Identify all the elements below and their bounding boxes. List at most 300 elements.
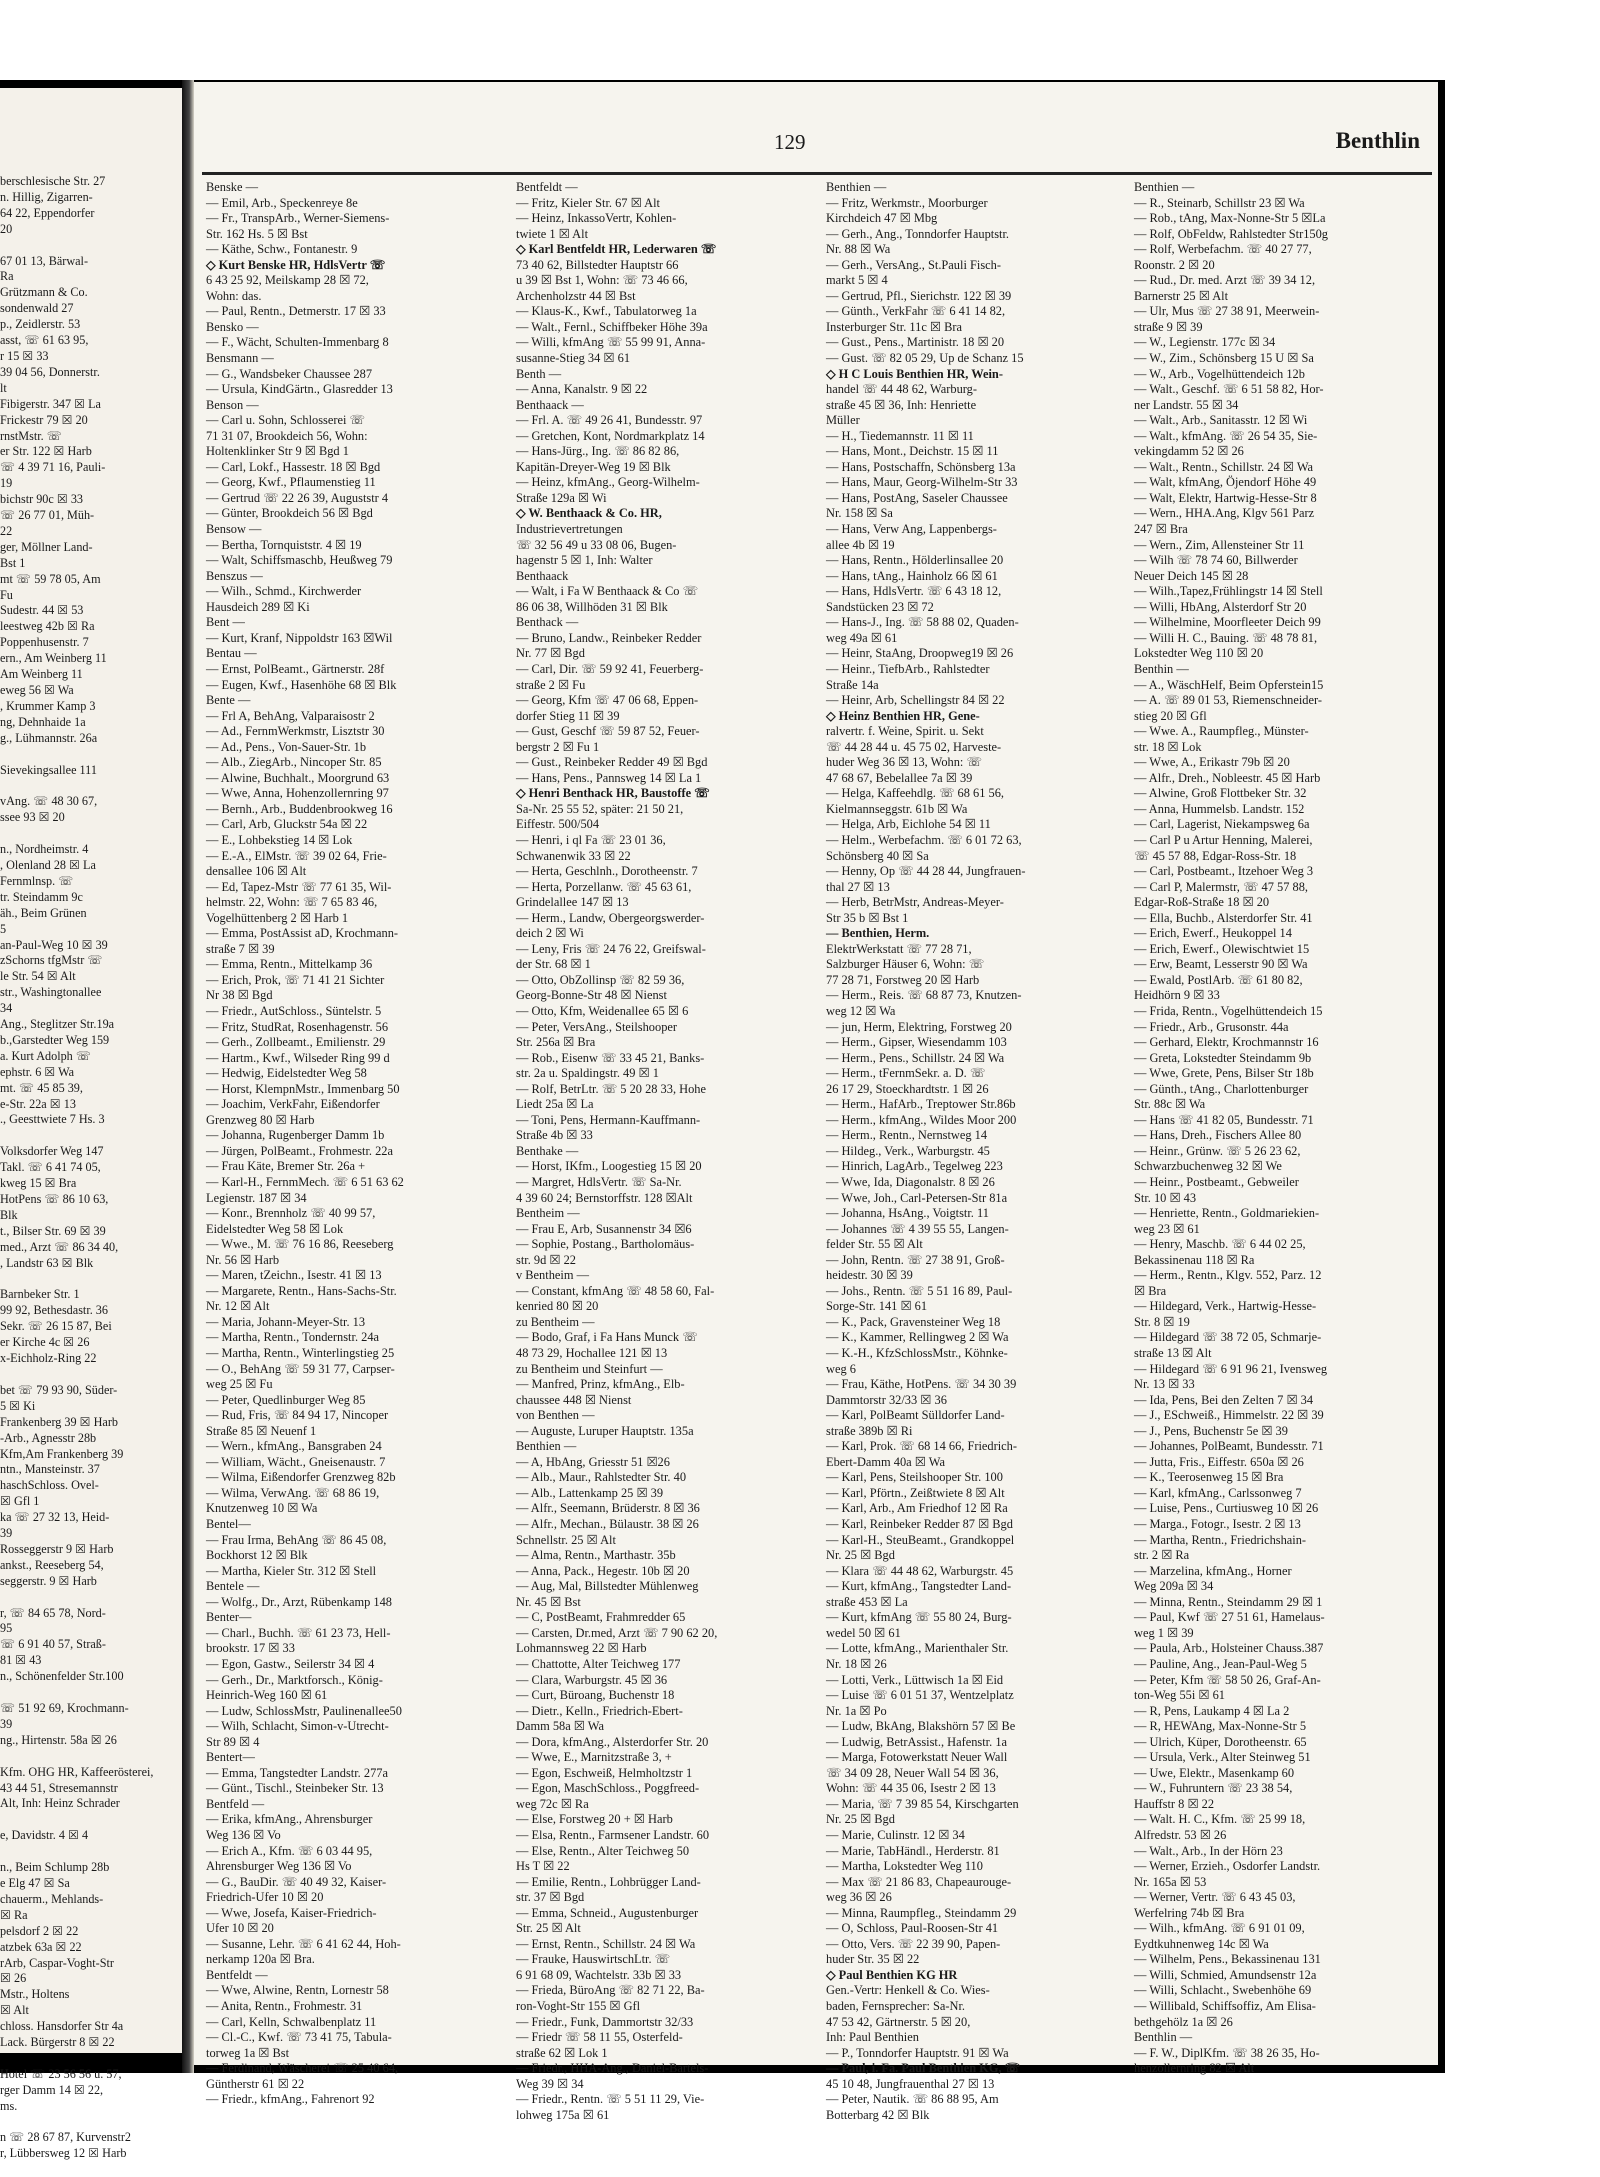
directory-entry-line: 247 ☒ Bra <box>1134 522 1188 537</box>
directory-entry-line: — Eugen, Kwf., Hasenhöhe 68 ☒ Blk <box>206 677 397 692</box>
directory-entry-line: weg 25 ☒ Fu <box>206 1377 273 1392</box>
surname-heading: Bentfeldt — <box>516 180 578 194</box>
left-page-line: 5 <box>0 921 7 936</box>
directory-entry-line: — Wilma, VerwAng. ☏ 68 86 19, <box>206 1485 380 1500</box>
directory-entry-line: — Margarete, Rentn., Hans-Sachs-Str. <box>206 1283 397 1298</box>
directory-entry-line: — Hildegard ☏ 6 91 96 21, Ivensweg <box>1134 1361 1328 1376</box>
left-page-line: Rosseggerstr 9 ☒ Harb <box>0 1541 114 1556</box>
directory-entry-line: — Alfr., Seemann, Brüderstr. 8 ☒ 36 <box>516 1501 700 1516</box>
directory-entry-line: — Alwine, Groß Flottbeker Str. 32 <box>1134 786 1307 801</box>
directory-entry-line: Kirchdeich 47 ☒ Mbg <box>826 211 938 226</box>
directory-entry-line: lohweg 175a ☒ 61 <box>516 2107 610 2122</box>
directory-entry-line: Georg-Bonne-Str 48 ☒ Nienst <box>516 988 667 1003</box>
directory-entry-line: — Herm., HafArb., Treptower Str.86b <box>826 1097 1016 1112</box>
directory-entry-line: — Wilhelmine, Moorfleeter Deich 99 <box>1134 615 1321 630</box>
left-page-line <box>0 1272 182 1288</box>
directory-entry-line: — Cl.-C., Kwf. ☏ 73 41 75, Tabula- <box>206 2030 392 2045</box>
directory-entry-line: — Karl, Reinbeker Redder 87 ☒ Bgd <box>826 1517 1013 1532</box>
directory-entry-line: Weg 209a ☒ 34 <box>1134 1579 1214 1594</box>
directory-entry-line: — Wilh, Schlacht, Simon-v-Utrecht- <box>206 1719 389 1734</box>
directory-entry-line: — Hinrich, LagArb., Tegelweg 223 <box>826 1159 1003 1174</box>
directory-entry-line: — Gerhard, Elektr, Krochmannstr 16 <box>1134 1035 1319 1050</box>
directory-entry-line: str. 2a u. Spaldingstr. 49 ☒ 1 <box>516 1066 659 1081</box>
left-page-line: äh., Beim Grünen <box>0 905 87 920</box>
directory-entry-line: ☏ 44 28 44 u. 45 75 02, Harveste- <box>826 739 1002 754</box>
directory-entry-line: — J., Pens, Buchenstr 5e ☒ 39 <box>1134 1423 1288 1438</box>
directory-entry-line: — Bernh., Arb., Buddenbrookweg 16 <box>206 801 393 816</box>
directory-entry-line: vekingdamm 52 ☒ 26 <box>1134 444 1244 459</box>
directory-entry-line: — Johannes, PolBeamt, Bundesstr. 71 <box>1134 1439 1324 1454</box>
directory-entry-line: — Constant, kfmAng ☏ 48 58 60, Fal- <box>516 1283 715 1298</box>
directory-entry-line: — Alb., Lattenkamp 25 ☒ 39 <box>516 1485 664 1500</box>
directory-entry-line: — W., Zim., Schönsberg 15 U ☒ Sa <box>1134 351 1314 366</box>
directory-entry-line: — F., Wächt, Schulten-Immenbarg 8 <box>206 335 389 350</box>
directory-column-2 <box>516 180 814 2123</box>
directory-entry-line: — Walt, Schiffsmaschb, Heußweg 79 <box>206 553 393 568</box>
left-page-line: ☏ 26 77 01, Müh- <box>0 508 95 523</box>
directory-entry-line: — Ursula, Verk., Alter Steinweg 51 <box>1134 1750 1311 1765</box>
directory-entry-line: — Hildegard ☏ 38 72 05, Schmarje- <box>1134 1330 1322 1345</box>
directory-entry-line: dorfer Stieg 11 ☒ 39 <box>516 708 620 723</box>
directory-entry-line: — Herm., tFernmSekr. a. D. ☏ <box>826 1066 986 1081</box>
directory-entry-line: str. 37 ☒ Bgd <box>516 1890 585 1905</box>
surname-heading: Benter— <box>206 1610 252 1625</box>
directory-entry-line: — Friedr., AutSchloss., Süntelstr. 5 <box>206 1003 382 1018</box>
left-page-line: str., Washingtonallee <box>0 985 102 1000</box>
left-page-line: 43 44 51, Stresemannstr <box>0 1780 118 1795</box>
directory-entry-line: — Willi H. C., Bauing. ☏ 48 78 81, <box>1134 630 1318 645</box>
left-page-line <box>0 1812 182 1828</box>
directory-entry-line: — Minna, Raumpfleg., Steindamm 29 <box>826 1905 1017 1920</box>
directory-entry-line: — Manfred, Prinz, kfmAng., Elb- <box>516 1377 685 1392</box>
directory-entry-line: Weg 39 ☒ 34 <box>516 2076 584 2091</box>
directory-entry-line: — Herm., Rentn., Klgv. 552, Parz. 12 <box>1134 1268 1322 1283</box>
directory-entry-line: — A. ☏ 89 01 53, Riemenschneider- <box>1134 693 1322 708</box>
left-page-line: Kfm,Am Frankenberg 39 <box>0 1446 124 1461</box>
directory-entry-line: 73 40 62, Billstedter Hauptstr 66 <box>516 257 679 272</box>
directory-entry-line: — Friedr., Arb., Grusonstr. 44a <box>1134 1019 1289 1034</box>
directory-entry-line: Grenzweg 80 ☒ Harb <box>206 1112 315 1127</box>
directory-entry-line: — Erich A., Kfm. ☏ 6 03 44 95, <box>206 1843 373 1858</box>
directory-entry-line: — Maria, Johann-Meyer-Str. 13 <box>206 1314 366 1329</box>
left-page-line <box>0 1128 182 1144</box>
directory-entry-line: hagenstr 5 ☒ 1, Inh: Walter <box>516 553 653 568</box>
directory-entry-line: — Hans, Rentn., Hölderlinsallee 20 <box>826 553 1004 568</box>
directory-entry-line: — Fritz, StudRat, Rosenhagenstr. 56 <box>206 1019 389 1034</box>
directory-entry-line: Güntherstr 61 ☒ 22 <box>206 2076 305 2091</box>
directory-entry-line: — Anna, Hummelsb. Landstr. 152 <box>1134 801 1305 816</box>
directory-entry-line: ◇ Paul Benthien KG HR <box>826 1967 958 1982</box>
directory-entry-line: — Dietr., Kelln., Friedrich-Ebert- <box>516 1703 683 1718</box>
directory-entry-line: — Henri, i ql Fa ☏ 23 01 36, <box>516 832 666 847</box>
directory-entry-line: henzollernring 82 ☒ Alt <box>1134 2061 1255 2076</box>
directory-entry-line: — John, Rentn. ☏ 27 38 91, Groß- <box>826 1252 1005 1267</box>
left-page-line: ☏ 6 91 40 57, Straß- <box>0 1637 106 1652</box>
directory-entry-line: Liedt 25a ☒ La <box>516 1097 594 1112</box>
directory-entry-line: — Marzelina, kfmAng., Horner <box>1134 1563 1292 1578</box>
directory-entry-line: straße 45 ☒ 36, Inh: Henriette <box>826 397 977 412</box>
surname-heading: Benthake — <box>516 1143 579 1158</box>
directory-entry-line: — Heinr, StaAng, Droopweg19 ☒ 26 <box>826 646 1014 661</box>
left-page-line <box>0 778 182 794</box>
left-page-line: Sudestr. 44 ☒ 53 <box>0 603 84 618</box>
directory-entry-line: — Kurt, kfmAng ☏ 55 80 24, Burg- <box>826 1610 1012 1625</box>
directory-entry-line: — Peter, Nautik. ☏ 86 88 95, Am <box>826 2092 999 2107</box>
directory-entry-line: chaussee 448 ☒ Nienst <box>516 1392 632 1407</box>
directory-entry-line: torweg 1a ☒ Bst <box>206 2045 290 2060</box>
directory-entry-line: Lokstedter Weg 110 ☒ 20 <box>1134 646 1264 661</box>
directory-entry-line: — Rolf, ObFeldw, Rahlstedter Str150g <box>1134 226 1328 241</box>
directory-entry-line: — Erich, Prok, ☏ 71 41 21 Sichter <box>206 972 385 987</box>
directory-entry-line: — Hans, Postschaffn, Schönsberg 13a <box>826 459 1016 474</box>
directory-entry-line: — jun, Herm, Elektring, Forstweg 20 <box>826 1019 1012 1034</box>
directory-entry-line: — Frau Käte, Bremer Str. 26a + <box>206 1159 366 1174</box>
directory-entry-line: Barnerstr 25 ☒ Alt <box>1134 288 1229 303</box>
directory-entry-line: Schwanenwik 33 ☒ 22 <box>516 848 631 863</box>
directory-entry-line: — Carl, Lokf., Hassestr. 18 ☒ Bgd <box>206 459 381 474</box>
directory-entry-line: — Gertrud, Pfl., Sierichstr. 122 ☒ 39 <box>826 288 1012 303</box>
left-page-line <box>0 1749 182 1765</box>
directory-entry-line: — Martha, Lokstedter Weg 110 <box>826 1859 983 1874</box>
directory-entry-line: — Erich, Ewerf., Heukoppel 14 <box>1134 926 1292 941</box>
directory-entry-line: — Gerh., Zollbeamt., Emilienstr. 29 <box>206 1035 386 1050</box>
directory-entry-line: Nr. 13 ☒ 33 <box>1134 1377 1195 1392</box>
directory-entry-line: — Dora, kfmAng., Alsterdorfer Str. 20 <box>516 1734 709 1749</box>
directory-entry-line: — Gust, Geschf ☏ 59 87 52, Feuer- <box>516 724 700 739</box>
left-page-line: rger Damm 14 ☒ 22, <box>0 2082 104 2097</box>
directory-entry-line: ☏ 34 09 28, Neuer Wall 54 ☒ 36, <box>826 1765 999 1780</box>
surname-heading: Bentfeld — <box>206 1796 265 1811</box>
directory-entry-line: thal 27 ☒ 13 <box>826 879 890 894</box>
directory-entry-line: Ufer 10 ☒ 20 <box>206 1921 274 1936</box>
left-page-line: eweg 56 ☒ Wa <box>0 683 74 697</box>
left-page-line: g., Lühmannstr. 26a <box>0 730 98 745</box>
left-page-line: Volksdorfer Weg 147 <box>0 1144 104 1159</box>
directory-entry-line: — Sophie, Postang., Bartholomäus- <box>516 1237 695 1252</box>
left-page-line: Frankenberg 39 ☒ Harb <box>0 1414 118 1429</box>
surname-heading: Benthin — <box>1134 661 1189 676</box>
left-page-line: e Elg 47 ☒ Sa <box>0 1875 70 1890</box>
directory-entry-line: — Horst, IKfm., Loogestieg 15 ☒ 20 <box>516 1159 702 1174</box>
directory-entry-line: — Jürgen, PolBeamt., Frohmestr. 22a <box>206 1143 393 1158</box>
directory-entry-line: — Gust. ☏ 82 05 29, Up de Schanz 15 <box>826 351 1024 366</box>
directory-entry-line: Müller <box>826 413 860 428</box>
directory-entry-line: Nr. 25 ☒ Bgd <box>826 1812 895 1827</box>
surname-heading: von Benthen — <box>516 1408 595 1423</box>
directory-entry-line: — Chattotte, Alter Teichweg 177 <box>516 1656 681 1671</box>
directory-entry-line: ner Landstr. 55 ☒ 34 <box>1134 397 1239 412</box>
left-page-line <box>0 2115 182 2131</box>
directory-entry-line: huder Weg 36 ☒ 13, Wohn: ☏ <box>826 755 982 770</box>
left-page-line: n., Nordheimstr. 4 <box>0 842 89 857</box>
surname-heading: Benthaack — <box>516 397 584 412</box>
directory-entry-line: huder Str. 35 ☒ 22 <box>826 1952 920 1967</box>
directory-entry-line: — Hans, Pens., Pannsweg 14 ☒ La 1 <box>516 770 702 785</box>
directory-entry-line: ◇ Kurt Benske HR, HdlsVertr ☏ <box>206 257 386 272</box>
directory-entry-line: — Ulrich, Küper, Dorotheenstr. 65 <box>1134 1734 1307 1749</box>
directory-entry-line: — Wilh., Schmd., Kirchwerder <box>206 584 362 599</box>
directory-entry-line: — E.-A., ElMstr. ☏ 39 02 64, Frie- <box>206 848 387 863</box>
directory-entry-line: — Carl P u Artur Henning, Malerei, <box>1134 832 1313 847</box>
directory-entry-line: — Hans, Verw Ang, Lappenbergs- <box>826 522 997 537</box>
surname-heading: zu Bentheim — <box>516 1314 595 1329</box>
directory-entry-line: — Uwe, Elektr., Masenkamp 60 <box>1134 1765 1295 1780</box>
left-page-line: ssee 93 ☒ 20 <box>0 810 65 825</box>
left-page-line: Frickestr 79 ☒ 20 <box>0 412 88 427</box>
left-page-line: Bst 1 <box>0 555 26 570</box>
directory-entry-line: — Ulr, Mus ☏ 27 38 91, Meerwein- <box>1134 304 1320 319</box>
directory-entry-line: — Hans, Dreh., Fischers Allee 80 <box>1134 1128 1302 1143</box>
directory-entry-line: weg 1 ☒ 39 <box>1134 1625 1194 1640</box>
left-page-line: n. Hillig, Zigarren- <box>0 189 93 204</box>
directory-entry-line: weg 23 ☒ 61 <box>1134 1221 1200 1236</box>
left-page-line: Takl. ☏ 6 41 74 05, <box>0 1160 101 1175</box>
directory-entry-line: — Ferdinand, Wäscherei ☏ 25 40 64, <box>206 2061 399 2076</box>
directory-entry-line: — Auguste, Luruper Hauptstr. 135a <box>516 1423 694 1438</box>
directory-entry-line: — G., Wandsbeker Chaussee 287 <box>206 366 373 381</box>
directory-entry-line: — Rud, Fris, ☏ 84 94 17, Nincoper <box>206 1408 389 1423</box>
left-page-line: ms. <box>0 2098 18 2113</box>
directory-entry-line: — Walt., Rentn., Schillstr. 24 ☒ Wa <box>1134 459 1314 474</box>
directory-entry-line: — Minna, Rentn., Steindamm 29 ☒ 1 <box>1134 1594 1323 1609</box>
directory-entry-line: — Wern., HHA.Ang, Klgv 561 Parz <box>1134 506 1315 521</box>
directory-entry-line: weg 12 ☒ Wa <box>826 1003 896 1018</box>
directory-entry-line: Nr. 12 ☒ Alt <box>206 1299 270 1314</box>
left-page-line: , Krummer Kamp 3 <box>0 698 96 713</box>
directory-entry-line: — W., Fuhruntern ☏ 23 38 54, <box>1134 1781 1293 1796</box>
left-page-line <box>0 747 182 763</box>
directory-entry-line: straße 7 ☒ 39 <box>206 941 275 956</box>
book-gutter <box>182 80 194 2073</box>
left-page-line: Blk <box>0 1207 18 1222</box>
directory-entry-line: markt 5 ☒ 4 <box>826 273 888 288</box>
directory-entry-line: — Herm., kfmAng., Wildes Moor 200 <box>826 1112 1017 1127</box>
directory-entry-line: straße 389b ☒ Ri <box>826 1423 913 1438</box>
directory-entry-line: ralvertr. f. Weine, Spirit. u. Sekt <box>826 724 984 739</box>
directory-entry-line: — K., Teerosenweg 15 ☒ Bra <box>1134 1470 1284 1485</box>
surname-heading: Bentele — <box>206 1579 260 1594</box>
directory-entry-line: — Maria, ☏ 7 39 85 54, Kirschgarten <box>826 1796 1019 1811</box>
directory-entry-line: Lohmannsweg 22 ☒ Harb <box>516 1641 647 1656</box>
directory-entry-line: — Karl, kfmAng., Carlssonweg 7 <box>1134 1485 1302 1500</box>
directory-entry-line: — Wilma, Eißendorfer Grenzweg 82b <box>206 1470 396 1485</box>
directory-entry-line: — Friedr., Rentn. ☏ 5 51 11 29, Vie- <box>516 2092 705 2107</box>
directory-entry-line: — Peter, Quedlinburger Weg 85 <box>206 1392 366 1407</box>
directory-entry-line: — R., Steinarb, Schillstr 23 ☒ Wa <box>1134 195 1305 210</box>
directory-entry-line: — Henry, Maschb. ☏ 6 44 02 25, <box>1134 1237 1306 1252</box>
directory-entry-line: — Willi, Schmied, Amundsenstr 12a <box>1134 1967 1317 1982</box>
directory-entry-line: — Ella, Buchb., Alsterdorfer Str. 41 <box>1134 910 1313 925</box>
page-number: 129 <box>774 130 806 154</box>
left-page-line: kweg 15 ☒ Bra <box>0 1176 77 1191</box>
directory-entry-line: — Georg, Kfm ☏ 47 06 68, Eppen- <box>516 693 699 708</box>
directory-entry-line: kenried 80 ☒ 20 <box>516 1299 599 1314</box>
left-page-line: tr. Steindamm 9c <box>0 889 83 904</box>
directory-entry-line: Eidelstedter Weg 58 ☒ Lok <box>206 1221 344 1236</box>
directory-entry-line: 48 73 29, Hochallee 121 ☒ 13 <box>516 1346 668 1361</box>
directory-entry-line: Ahrensburger Weg 136 ☒ Vo <box>206 1859 352 1874</box>
directory-entry-line: — K.-H., KfzSchlossMstr., Köhnke- <box>826 1346 1008 1361</box>
directory-entry-line: — Johanna, Rugenberger Damm 1b <box>206 1128 385 1143</box>
directory-entry-line: Neuer Deich 145 ☒ 28 <box>1134 568 1249 583</box>
directory-entry-line: — Heinr, Arb, Schellingstr 84 ☒ 22 <box>826 693 1005 708</box>
directory-entry-line: — E., Lohbekstieg 14 ☒ Lok <box>206 832 353 847</box>
left-page-line: ankst., Reeseberg 54, <box>0 1557 104 1572</box>
directory-entry-line: — Herm., Reis. ☏ 68 87 73, Knutzen- <box>826 988 1022 1003</box>
left-page-line: r, ☏ 84 65 78, Nord- <box>0 1605 106 1620</box>
directory-entry-line: Str. 162 Hs. 5 ☒ Bst <box>206 226 308 241</box>
page-header <box>194 122 1438 162</box>
directory-entry-line: ◇ W. Benthaack & Co. HR, <box>516 506 662 521</box>
directory-entry-line: — Rolf, Werbefachm. ☏ 40 27 77, <box>1134 242 1312 257</box>
directory-entry-line: — Wwe., M. ☏ 76 16 86, Reeseberg <box>206 1237 394 1252</box>
directory-entry-line: ElektrWerkstatt ☏ 77 28 71, <box>826 941 972 956</box>
directory-entry-line: — William, Wächt., Gneisenaustr. 7 <box>206 1454 386 1469</box>
directory-entry-line: — Wwe, Ida, Diagonalstr. 8 ☒ 26 <box>826 1175 995 1189</box>
directory-entry-line: — Elsa, Rentn., Farmsener Landstr. 60 <box>516 1827 710 1842</box>
left-page-line: haschSchloss. Ovel- <box>0 1478 99 1493</box>
left-page-line: leestweg 42b ☒ Ra <box>0 619 95 634</box>
directory-entry-line: — Kurt, kfmAng., Tangstedter Land- <box>826 1579 1012 1594</box>
directory-entry-line: — Marga., Fotogr., Isestr. 2 ☒ 13 <box>1134 1517 1301 1532</box>
directory-entry-line: — Wwe, Anna, Hohenzollernring 97 <box>206 786 389 801</box>
directory-entry-line: 47 53 42, Gärtnerstr. 5 ☒ 20, <box>826 2014 971 2029</box>
directory-entry-line: stieg 20 ☒ Gfl <box>1134 708 1207 723</box>
directory-entry-line: — P., Tonndorfer Hauptstr. 91 ☒ Wa <box>826 2045 1009 2060</box>
directory-entry-line: — Herm., Gipser, Wiesendamm 103 <box>826 1035 1007 1050</box>
directory-entry-line: — Wilh., kfmAng. ☏ 6 91 01 09, <box>1134 1921 1305 1936</box>
directory-entry-line: ◇ Heinz Benthien HR, Gene- <box>826 708 980 723</box>
surname-heading: Bentheim — <box>516 1206 580 1221</box>
surname-heading: Bensow — <box>206 522 262 537</box>
directory-entry-line: — Martha, Rentn., Tondernstr. 24a <box>206 1330 380 1345</box>
directory-entry-line: Hauffstr 8 ☒ 22 <box>1134 1796 1215 1811</box>
left-page-line: bet ☏ 79 93 90, Süder- <box>0 1382 118 1397</box>
directory-entry-line: — Wern., kfmAng., Bansgraben 24 <box>206 1439 382 1454</box>
directory-entry-line: — Egon, Eschweiß, Helmholtzstr 1 <box>516 1765 693 1780</box>
directory-entry-line: — Günth., tAng., Charlottenburger <box>1134 1081 1309 1096</box>
directory-entry-line: Ebert-Damm 40a ☒ Wa <box>826 1454 945 1469</box>
directory-entry-line: — Helga, Kaffeehdlg. ☏ 68 61 56, <box>826 786 1005 801</box>
directory-entry-line: — Peter, VersAng., Steilshooper <box>516 1019 678 1034</box>
left-page-line: ., Geesttwiete 7 Hs. 3 <box>0 1112 105 1127</box>
directory-entry-line: Nr. 56 ☒ Harb <box>206 1252 280 1267</box>
directory-entry-line: — Emma, Schneid., Augustenburger <box>516 1905 699 1920</box>
directory-entry-line: Nr. 77 ☒ Bgd <box>516 646 585 661</box>
directory-entry-line: — Alb., Maur., Rahlstedter Str. 40 <box>516 1470 687 1485</box>
left-page-line: Kfm. OHG HR, Kaffeerösterei, <box>0 1764 154 1779</box>
left-page-line: rArb, Caspar-Voght-Str <box>0 1955 114 1970</box>
directory-entry-line: Sorge-Str. 141 ☒ 61 <box>826 1299 928 1314</box>
surname-heading: Benthien — <box>516 1439 577 1454</box>
directory-entry-line: Nr. 158 ☒ Sa <box>826 506 893 521</box>
left-page-line: , Landstr 63 ☒ Blk <box>0 1255 94 1270</box>
directory-entry-line: — Karl, Pens, Steilshooper Str. 100 <box>826 1470 1003 1485</box>
directory-entry-line: — Gerh., Ang., Tonndorfer Hauptstr. <box>826 226 1010 241</box>
left-page-line: 20 <box>0 221 13 236</box>
left-page-line: 19 <box>0 476 13 491</box>
directory-entry-line: — Willi, HbAng, Alsterdorf Str 20 <box>1134 599 1307 614</box>
directory-entry-line: — J., ESchweiß., Himmelstr. 22 ☒ 39 <box>1134 1408 1324 1423</box>
directory-entry-line: — Rolf, BetrLtr. ☏ 5 20 28 33, Hohe <box>516 1081 706 1096</box>
directory-entry-line: — Gerh., VersAng., St.Pauli Fisch- <box>826 257 1001 272</box>
left-page-line: , Olenland 28 ☒ La <box>0 857 96 872</box>
directory-entry-line: — F. W., DiplKfm. ☏ 38 26 35, Ho- <box>1134 2045 1320 2060</box>
directory-entry-line: — Hans, PostAng, Saseler Chaussee <box>826 490 1008 505</box>
directory-entry-line: — Curt, Büroang, Buchenstr 18 <box>516 1688 675 1703</box>
directory-entry-line: — Benthien, Herm. <box>826 926 930 941</box>
directory-entry-line: Alfredstr. 53 ☒ 26 <box>1134 1827 1227 1842</box>
directory-entry-line: — Karl, Pförtn., Zeißtwiete 8 ☒ Alt <box>826 1485 1005 1500</box>
directory-entry-line: 71 31 07, Brookdeich 56, Wohn: <box>206 428 368 443</box>
directory-entry-line: — Alma, Rentn., Marthastr. 35b <box>516 1548 676 1563</box>
surname-heading: Bensko — <box>206 319 259 334</box>
left-page-line <box>0 2051 182 2067</box>
directory-entry-line: — Wwe, Josefa, Kaiser-Friedrich- <box>206 1905 377 1920</box>
directory-entry-line: — Willi, kfmAng ☏ 55 99 91, Anna- <box>516 335 706 350</box>
directory-entry-line: — Frau, Käthe, HotPens. ☏ 34 30 39 <box>826 1377 1017 1392</box>
directory-entry-line: Nr. 165a ☒ 53 <box>1134 1874 1207 1889</box>
left-page-line <box>0 1685 182 1701</box>
directory-entry-line: ton-Weg 55i ☒ 61 <box>1134 1688 1225 1703</box>
directory-entry-line: Str. 10 ☒ 43 <box>1134 1190 1197 1205</box>
left-page-line: 67 01 13, Bärwal- <box>0 253 89 268</box>
directory-entry-line: — Martha, Rentn., Friedrichshain- <box>1134 1532 1307 1547</box>
directory-entry-line: — Alwine, Buchhalt., Moorgrund 63 <box>206 770 390 785</box>
directory-entry-line: — R, Pens, Laukamp 4 ☒ La 2 <box>1134 1703 1290 1718</box>
directory-entry-line: — Martha, Rentn., Winterlingstieg 25 <box>206 1346 395 1361</box>
left-page-line <box>0 1367 182 1383</box>
surname-heading: Benthack — <box>516 615 579 630</box>
left-page-line: lt <box>0 380 7 395</box>
directory-entry-line: Str. 8 ☒ 19 <box>1134 1314 1190 1329</box>
directory-entry-line: — Ad., FernmWerkmstr, Lisztstr 30 <box>206 724 385 739</box>
directory-entry-line: — Greta, Lokstedter Steindamm 9b <box>1134 1050 1312 1065</box>
directory-entry-line: — K., Pack, Gravensteiner Weg 18 <box>826 1314 1001 1329</box>
directory-entry-line: — Hans, tAng., Hainholz 66 ☒ 61 <box>826 568 998 583</box>
directory-entry-line: — A, HbAng, Griesstr 51 ☒26 <box>516 1454 670 1469</box>
directory-entry-line: Nr. 18 ☒ 26 <box>826 1656 887 1671</box>
directory-entry-line: — Gerh., Dr., Marktforsch., König- <box>206 1672 383 1687</box>
surname-heading: Benson — <box>206 397 259 412</box>
directory-entry-line: — Fritz, Kieler Str. 67 ☒ Alt <box>516 195 660 210</box>
directory-entry-line: — Peter, Kfm ☏ 58 50 26, Graf-An- <box>1134 1672 1321 1687</box>
directory-entry-line: twiete 1 ☒ Alt <box>516 226 589 241</box>
directory-entry-line: — Fritz, Werkmstr., Moorburger <box>826 195 988 210</box>
left-page-line: Fernmlnsp. ☏ <box>0 873 74 888</box>
directory-entry-line: — Heinr., TiefbArb., Rahlstedter <box>826 661 990 676</box>
directory-entry-line: — Marie, Culinstr. 12 ☒ 34 <box>826 1827 965 1842</box>
directory-entry-line: bergstr 2 ☒ Fu 1 <box>516 739 600 754</box>
directory-entry-line: — Walt., Fernl., Schiffbeker Höhe 39a <box>516 319 708 334</box>
directory-entry-line: Dammtorstr 32/33 ☒ 36 <box>826 1392 947 1407</box>
directory-entry-line: — Else, Rentn., Alter Teichweg 50 <box>516 1843 690 1858</box>
directory-entry-line: — Walt, i Fa W Benthaack & Co ☏ <box>516 584 699 599</box>
directory-entry-line: 45 10 48, Jungfrauenthal 27 ☒ 13 <box>826 2076 995 2091</box>
directory-entry-line: Nr 38 ☒ Bgd <box>206 988 273 1003</box>
directory-entry-line: 77 28 71, Forstweg 20 ☒ Harb <box>826 972 980 987</box>
directory-entry-line: — Käthe, Schw., Fontanestr. 9 <box>206 242 358 257</box>
directory-entry-line: — Wwe, A., Erikastr 79b ☒ 20 <box>1134 755 1290 770</box>
surname-heading: Bente — <box>206 693 251 708</box>
directory-entry-line: — Friedr., HHA-Ang., Daniel-Bartels- <box>516 2061 709 2076</box>
left-page-line: n., Schönenfelder Str.100 <box>0 1669 124 1684</box>
directory-entry-line: Sandstücken 23 ☒ 72 <box>826 599 934 614</box>
directory-entry-line: — C, PostBeamt, Frahmredder 65 <box>516 1610 686 1625</box>
directory-entry-line: — Heinz, InkassoVertr, Kohlen- <box>516 211 677 226</box>
left-page-line: mt. ☏ 45 85 39, <box>0 1080 83 1095</box>
left-page <box>0 88 182 2161</box>
